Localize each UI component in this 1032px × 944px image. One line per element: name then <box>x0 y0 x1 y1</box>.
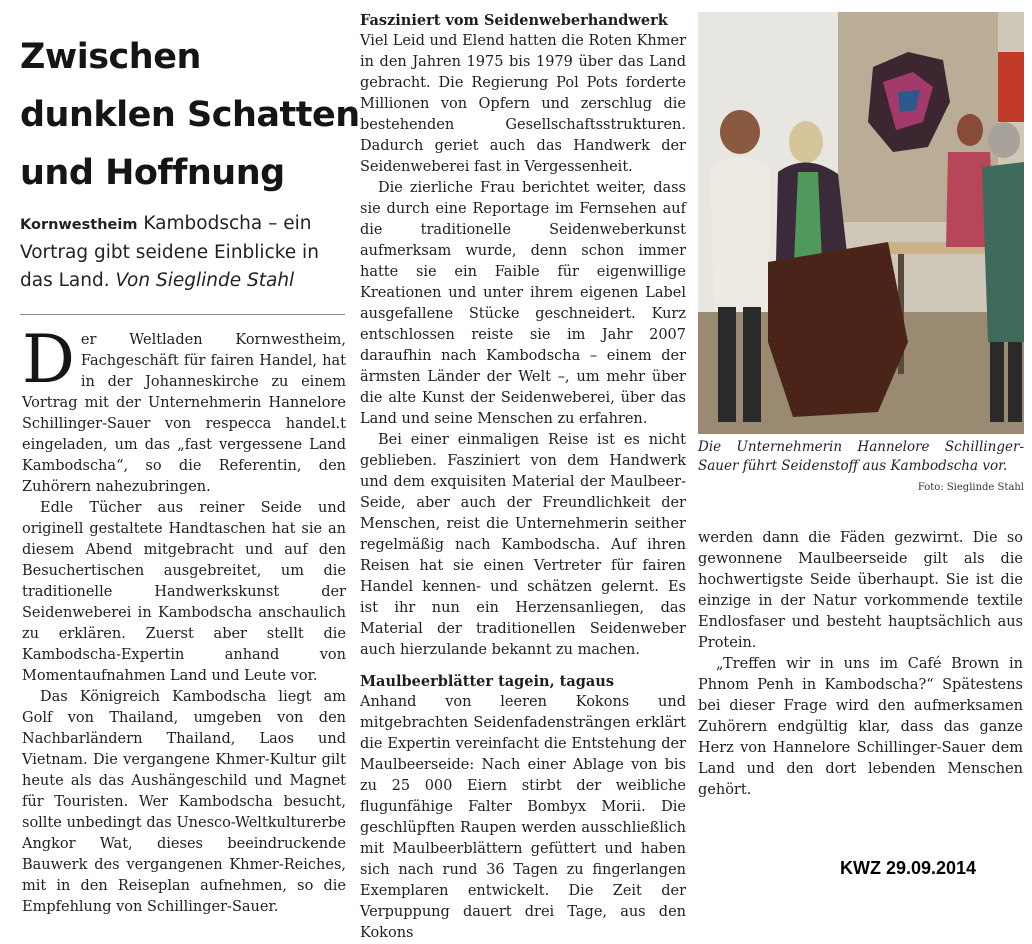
photo-credit: Foto: Sieglinde Stahl <box>917 482 1024 493</box>
section-heading: Fasziniert vom Seidenweberhandwerk <box>360 12 668 29</box>
drop-cap: D <box>22 321 75 398</box>
article-photo <box>698 12 1024 434</box>
body-paragraph <box>22 321 346 498</box>
dateline: Kornwestheim <box>20 217 138 233</box>
body-paragraph: Viel Leid und Elend hatten die Roten Khmer in den Jahren 1975 bis 1979 über das Land gebracht. Die Regierung Pol Pots forderte Millionen von Opfern und zerschlug die bestehenden Gesellschaftsstrukturen. Dadurch geriet auch das Handwerk der Seidenweberei fast in Vergessenheit. <box>360 33 686 175</box>
body-paragraph: Bei einer einmaligen Reise ist es nicht geblieben. Fasziniert von dem Handwerk und dem exquisiten Material der Maulbeer-Seide, aber auch der Freundlichkeit der Menschen, reist die Unternehmerin seither regelmäßig nach Kambodscha. Auf ihren Reisen hat sie einen Vertreter für fairen Handel kennen- und schätzen gelernt. Es ist ihr nun ein Herzensanliegen, das Material der traditionellen Seidenweber auch hierzulande bekannt zu machen. <box>360 432 686 658</box>
article-column-2 <box>360 10 686 944</box>
body-paragraph: werden dann die Fäden gezwirnt. Die so gewonnene Maulbeerseide gilt als die hochwertigste Seide überhaupt. Sie ist die einzige in der Natur vorkommende textile Endlosfaser und besteht hauptsächlich aus Protein. <box>698 530 1023 651</box>
headline-line-3: und Hoffnung <box>20 153 285 193</box>
article-subhead <box>20 210 345 295</box>
article-column-1 <box>22 321 346 918</box>
article-headline <box>20 28 360 202</box>
body-paragraph: Anhand von leeren Kokons und mitgebrachten Seidenfadensträngen erklärt die Expertin vereinfacht die Entstehung der Maulbeerseide: Nach einer Ablage von bis zu 25 000 Eiern stirbt der weibliche flugunfähige Falter Bombyx Morii. Die geschlüpften Raupen werden ausschließlich mit Maulbeerblättern gefüttert und haben sich nach rund 36 Tagen zu fingerlangen Exemplaren entwickelt. Die Zeit der Verpuppung dauert drei Tage, aus den Kokons <box>360 694 686 941</box>
photo-caption: Die Unternehmerin Hannelore Schillinger-Sauer führt Seidenstoff aus Kambodscha vor. <box>698 439 1024 474</box>
subhead-text: Kambodscha – ein Vortrag gibt seidene Einblicke in das Land. <box>20 213 319 291</box>
paragraph-text: er Weltladen Kornwestheim, Fachgeschäft für fairen Handel, hat in der Johanneskirche zu einem Vortrag mit der Unternehmerin Hannelore Schillinger-Sauer von respecca handel.t eingeladen, um das „fast vergessene Land Kambodscha“, so die Referentin, den Zuhörern nahezubringen. <box>22 332 346 495</box>
body-paragraph: Das Königreich Kambodscha liegt am Golf von Thailand, umgeben von den Nachbarländern Thailand, Laos und Vietnam. Die vergangene Khmer-Kultur gilt heute als das Aushängeschild und Magnet für Touristen. Wer Kambodscha besucht, sollte unbedingt das Unesco-Weltkulturerbe Angkor Wat, dieses beeindruckende Bauwerk des vergangenen Khmer-Reiches, mit in den Reiseplan aufnehmen, so die Empfehlung von Schillinger-Sauer. <box>22 689 346 915</box>
photo-illustration <box>698 12 1024 434</box>
source-date-stamp: KWZ 29.09.2014 <box>840 858 977 878</box>
body-paragraph: Die zierliche Frau berichtet weiter, dass sie durch eine Reportage im Fernsehen auf die traditionelle Seidenweberkunst aufmerksam wurde, denn schon immer hatte sie ein Faible für eigenwillige Kreationen und unter ihrem eigenen Label ausgefallene Stücke geschneidert. Kurz entschlossen reiste sie im Jahr 2007 daraufhin nach Kambodscha – einem der ärmsten Länder der Welt –, um mehr über die alte Kunst der Seidenweberei, über das Land und seine Menschen zu erfahren. <box>360 180 686 427</box>
body-paragraph: Edle Tücher aus reiner Seide und originell gestaltete Handtaschen hat sie an diesem Abend mitgebracht und auf den Besuchertischen ausgebreitet, um die traditionelle Handwerkskunst der Seidenweberei in Kambodscha anschaulich zu erklären. Zuerst aber stellt die Kambodscha-Expertin anhand von Momentaufnahmen Land und Leute vor. <box>22 500 346 684</box>
section-heading: Maulbeerblätter tagein, tagaus <box>360 673 615 690</box>
byline: Von Sieglinde Stahl <box>115 270 295 291</box>
article-column-3 <box>698 528 1023 801</box>
headline-line-2: dunklen Schatten <box>20 95 360 135</box>
body-paragraph: „Treffen wir in uns im Café Brown in Phnom Penh in Kambodscha?“ Spätestens bei dieser Frage wird den aufmerksamen Zuhörern endgültig klar, dass das ganze Herz von Hannelore Schillinger-Sauer dem Land und den dort lebenden Menschen gehört. <box>698 656 1023 798</box>
divider-rule <box>20 314 345 315</box>
headline-line-1: Zwischen <box>20 37 201 77</box>
